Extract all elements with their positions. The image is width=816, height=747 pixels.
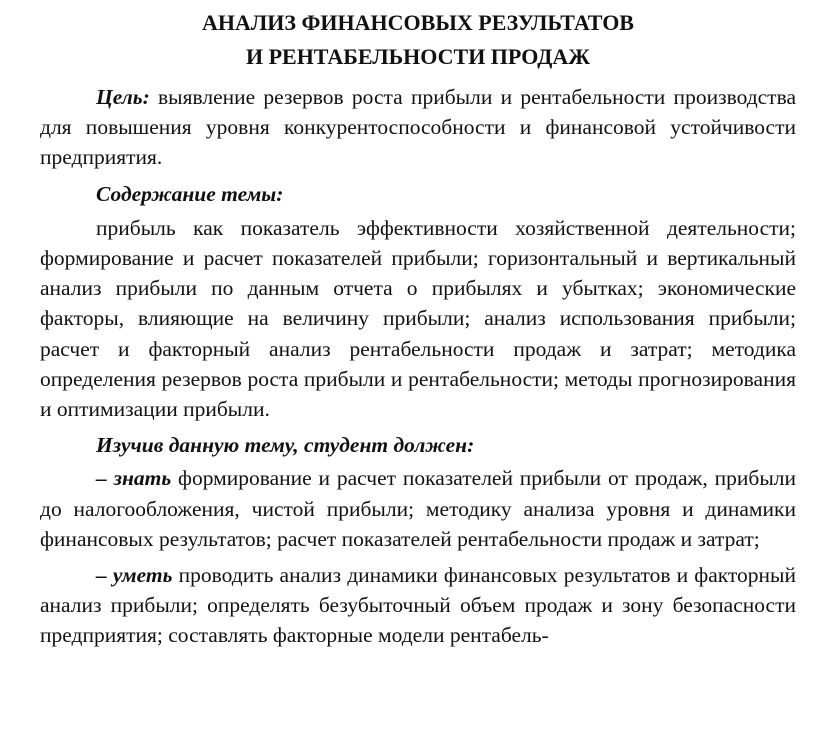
- content-heading: Содержание темы:: [96, 181, 284, 206]
- know-dash: –: [96, 466, 107, 491]
- know-text: формирование и расчет показателей прибыли от продаж, прибыли до налогообложения, чистой прибыли; методику анализа уровня и динамики финансовых результатов; расчет показателей рентабельности продаж и затрат;: [40, 466, 796, 551]
- goal-paragraph: [40, 82, 796, 173]
- can-text: проводить анализ динамики финансовых результатов и факторный анализ прибыли; определять безубыточный объем продаж и зону безопасности предприятия; составлять факторные модели рентабель-: [40, 563, 797, 648]
- content-paragraph: [40, 213, 796, 424]
- title-line-2: И РЕНТАБЕЛЬНОСТИ ПРОДАЖ: [245, 44, 591, 69]
- can-paragraph: [40, 560, 796, 651]
- title-line-1: АНАЛИЗ ФИНАНСОВЫХ РЕЗУЛЬТАТОВ: [202, 10, 634, 35]
- can-dash: –: [96, 563, 107, 588]
- can-label: уметь: [112, 563, 173, 588]
- document-page: [40, 6, 796, 651]
- content-text: прибыль как показатель эффективности хозяйственной деятельности; формирование и расчет показателей прибыли; горизонтальный и вертикальный анализ прибыли по данным отчета о прибылях и убытках; экономические факторы, влияющие на величину прибыли; анализ использования прибыли; расчет и факторный анализ рентабельности продаж и затрат; методика определения резервов роста прибыли и рентабельности; методы прогнозирования и оптимизации прибыли.: [40, 215, 796, 422]
- know-label: знать: [113, 466, 172, 491]
- goal-label: Цель:: [96, 85, 150, 109]
- know-paragraph: [40, 463, 796, 554]
- content-heading-paragraph: [40, 179, 796, 209]
- document-title: [40, 6, 796, 74]
- study-heading-paragraph: [40, 430, 796, 460]
- study-heading: Изучив данную тему, студент должен:: [96, 433, 475, 458]
- goal-text: выявление резервов роста прибыли и рентабельности производства для повышения уровня конкурентоспособности и финансовой устойчивости предприятия.: [40, 85, 796, 170]
